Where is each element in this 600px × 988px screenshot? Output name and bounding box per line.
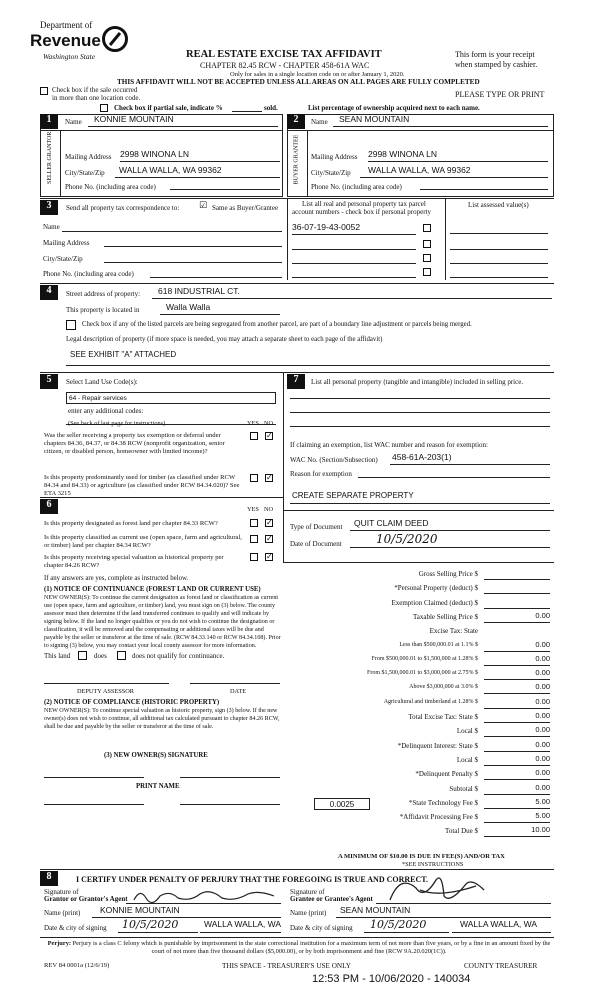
multi-location-label2: in more than one location code. xyxy=(52,94,141,102)
form-only-for: Only for sales in a single location code on or after January 1, 2020. xyxy=(230,71,405,78)
tax-row-label: Exemption Claimed (deduct) $ xyxy=(391,598,478,607)
section3-number: 3 xyxy=(40,200,58,215)
section7-bottom xyxy=(283,562,554,563)
perjury-text xyxy=(44,940,554,956)
county-treasurer: COUNTY TREASURER xyxy=(464,962,538,970)
parcel-4-checkbox[interactable] xyxy=(423,268,431,276)
reason-line xyxy=(358,477,550,478)
seller-mailing-field[interactable]: 2998 WINONA LN xyxy=(120,150,280,162)
s6-no-label: NO xyxy=(264,506,274,513)
section3-divider-1 xyxy=(287,198,288,280)
located-field[interactable]: Walla Walla xyxy=(160,303,280,315)
if-claiming-label: If claiming an exemption, list WAC number and reason for exemption: xyxy=(290,441,488,449)
multi-location-label1: Check box if the sale occurred xyxy=(52,86,138,94)
legal-line-2 xyxy=(66,365,550,366)
seller-side-divider xyxy=(60,130,61,197)
s6-q1-yes[interactable] xyxy=(250,519,258,527)
form-title: REAL ESTATE EXCISE TAX AFFIDAVIT xyxy=(186,49,382,60)
certify-text: I CERTIFY UNDER PENALTY OF PERJURY THAT THE FOREGOING IS TRUE AND CORRECT. xyxy=(76,875,429,884)
s7-divider xyxy=(283,510,554,511)
deputy-sig-line xyxy=(44,683,169,684)
tax-row-label: Local $ xyxy=(456,727,478,736)
date-doc-field[interactable]: 10/5/2020 xyxy=(350,533,550,548)
assessed-2-line xyxy=(450,249,548,250)
land-does-not-label: does not qualify for continuance. xyxy=(132,652,225,660)
section6-number: 6 xyxy=(40,499,58,514)
grantee-name-field[interactable]: SEAN MOUNTAIN xyxy=(336,906,551,918)
sig-grantee-label1: Signature of xyxy=(290,888,325,896)
partial-sale-checkbox[interactable] xyxy=(100,104,108,112)
s3-city-label: City/State/Zip xyxy=(43,255,83,263)
tax-row-label: Total Excise Tax: State $ xyxy=(408,713,478,721)
section8-number: 8 xyxy=(40,871,58,886)
tax-row-value[interactable] xyxy=(484,598,550,609)
receipt-line2: when stamped by cashier. xyxy=(455,60,538,69)
new-owner-sig-line-1 xyxy=(44,777,144,778)
sig-grantor-label1: Signature of xyxy=(44,888,79,896)
notice2-body: NEW OWNER(S): To continue special valuation as historic property, sign (3) below. If the new owner(s) does not wish to continue, all additional tax calculated pursuant to chapter 84.26 RCW, shall be due and payable by the seller or transferor at the time of sale. xyxy=(44,708,280,730)
seller-divider xyxy=(40,130,283,131)
reason-field[interactable]: CREATE SEPARATE PROPERTY xyxy=(292,491,414,500)
grantor-date-label: Date & city of signing xyxy=(44,924,107,932)
tax-row-value[interactable]: 10.00 xyxy=(484,826,550,837)
seller-mailing-label: Mailing Address xyxy=(65,153,112,161)
s5-q1-no[interactable]: ✓ xyxy=(266,431,273,440)
print-name-line-2 xyxy=(180,804,280,805)
print-name-line-1 xyxy=(44,804,144,805)
list-percentage: List percentage of ownership acquired next to each name. xyxy=(308,104,480,112)
tax-row-label: Agricultural and timberland at 1.28% $ xyxy=(383,698,478,705)
multi-location-checkbox[interactable] xyxy=(40,87,48,95)
date-doc-label: Date of Document xyxy=(290,540,342,548)
wac-field[interactable]: 458-61A-203(1) xyxy=(390,453,550,465)
s6-question-2: Is this property classified as current use (open space, farm and agricultural, or timber) land per chapter 84.34 RCW? xyxy=(44,534,242,549)
dept-state: Washington State xyxy=(43,52,96,61)
section6-top xyxy=(40,497,283,498)
new-owner-sig-label: (3) NEW OWNER(S) SIGNATURE xyxy=(104,752,208,759)
form-chapter: CHAPTER 82.45 RCW - CHAPTER 458-61A WAC xyxy=(200,61,370,70)
minimum-due: A MINIMUM OF $10.00 IS DUE IN FEE(S) AND/OR TAX xyxy=(338,853,505,860)
buyer-city-field[interactable]: WALLA WALLA, WA 99362 xyxy=(360,166,548,178)
new-owner-sig-line-2 xyxy=(180,777,280,778)
section4-number: 4 xyxy=(40,285,58,300)
send-correspondence-label: Send all property tax correspondence to: xyxy=(66,204,180,212)
tax-row-value[interactable]: 5.00 xyxy=(484,798,550,809)
tax-row-value[interactable]: 0.00 xyxy=(484,741,550,752)
tax-row-label: *Personal Property (deduct) $ xyxy=(394,584,478,593)
same-as-buyer-label: Same as Buyer/Grantee xyxy=(212,204,279,212)
tax-row-value[interactable]: 0.00 xyxy=(484,784,550,795)
tax-row-value[interactable]: 0.00 xyxy=(484,655,550,666)
notice1-body: NEW OWNER(S): To continue the current designation as forest land or classification as current use (open space, farm and agriculture, or timber) land, you must sign on (3) below. The county assessor must then determine if the land transferred continues to qualify and will indicate by signing below. If the land no longer qualifies or you do not wish to continue the designation or classification, it will be removed and the compensating or additional taxes will be due and payable by the seller or transferor at the time of sale. (RCW 84.33.140 or RCW 84.34.108). Prior to signing (3) below, you may contact your local county assessor for more information. xyxy=(44,595,281,649)
parcel-4-line xyxy=(292,277,416,278)
s6-question-1: Is this property designated as forest land per chapter 84.33 RCW? xyxy=(44,520,218,527)
seller-side-label: SELLER GRANTOR xyxy=(47,131,53,184)
grantee-date-label: Date & city of signing xyxy=(290,924,353,932)
tax-row-label: From $500,000.01 to $1,500,000 at 1.28% $ xyxy=(371,655,478,662)
section5-top xyxy=(40,372,554,373)
additional-codes-label: enter any additional codes: xyxy=(68,407,144,415)
select-land-use-label: Select Land Use Code(s): xyxy=(66,378,138,386)
segregated-checkbox[interactable] xyxy=(66,320,76,330)
type-doc-label: Type of Document xyxy=(290,523,343,531)
section5-7-divider xyxy=(283,372,284,542)
see-back-label: (See back of last page for instructions) xyxy=(68,420,166,427)
tax-row-label: Local $ xyxy=(456,755,478,764)
tax-row-value[interactable]: 0.00 xyxy=(484,726,550,737)
legal-desc-label: Legal description of property (if more space is needed, you may attach a separate sheet to each page of the affidavit) xyxy=(66,336,383,343)
notice2-title: (2) NOTICE OF COMPLIANCE (HISTORIC PROPERTY) xyxy=(44,699,220,706)
land-does-not-checkbox[interactable] xyxy=(117,651,126,660)
tax-row-value[interactable]: 0.00 xyxy=(484,698,550,709)
buyer-name-field[interactable]: SEAN MOUNTAIN xyxy=(333,115,548,127)
s6-q2-yes[interactable] xyxy=(250,535,258,543)
recording-stamp: 12:53 PM - 10/06/2020 - 140034 xyxy=(312,973,471,985)
dept-logo-text: Revenue xyxy=(30,31,101,50)
deputy-label: DEPUTY ASSESSOR xyxy=(77,688,134,695)
local-rate-field[interactable]: 0.0025 xyxy=(314,798,370,810)
buyer-phone-field[interactable] xyxy=(420,180,548,190)
buyer-city-label: City/State/Zip xyxy=(311,169,351,177)
buyer-phone-label: Phone No. (including area code) xyxy=(311,183,402,191)
type-doc-field[interactable]: QUIT CLAIM DEED xyxy=(350,519,550,531)
legal-desc-field[interactable]: SEE EXHIBIT "A" ATTACHED xyxy=(70,350,177,359)
same-as-buyer-checkbox[interactable]: ☑ xyxy=(199,201,208,211)
tax-row-label: *State Technology Fee $ xyxy=(408,798,478,807)
s6-q3-yes[interactable] xyxy=(250,553,258,561)
tax-row-value[interactable] xyxy=(484,583,550,594)
reason-line-2 xyxy=(290,503,550,504)
grantee-city-field[interactable]: WALLA WALLA, WA xyxy=(452,920,551,933)
tax-row-label: Taxable Selling Price $ xyxy=(412,612,478,621)
s6-yes-label: YES xyxy=(247,506,259,513)
print-name-label: PRINT NAME xyxy=(136,783,180,790)
seller-city-label: City/State/Zip xyxy=(65,169,105,177)
s3-city-line xyxy=(104,262,282,263)
perjury-bold: Perjury: xyxy=(47,940,72,947)
parcel-3-checkbox[interactable] xyxy=(423,254,431,262)
parcel-3-line xyxy=(292,263,416,264)
section5-number: 5 xyxy=(40,374,58,389)
tax-row-label: *Affidavit Processing Fee $ xyxy=(399,813,478,822)
grantee-signature[interactable] xyxy=(380,870,490,908)
this-land-label: This land xyxy=(44,652,71,660)
land-use-select[interactable]: 64 - Repair services xyxy=(66,392,276,404)
list-personal-label: List all personal property (tangible and intangible) included in selling price. xyxy=(311,378,524,386)
parcel-number-1[interactable]: 36-07-19-43-0052 xyxy=(292,223,416,235)
s3-phone-label: Phone No. (including area code) xyxy=(43,270,134,278)
grantor-signature[interactable] xyxy=(130,886,280,904)
tax-row-label: Less than $500,000.01 at 1.1% $ xyxy=(399,641,478,648)
buyer-mailing-field[interactable]: 2998 WINONA LN xyxy=(368,150,548,162)
section3-top xyxy=(40,198,554,199)
buyer-side-label: BUYER GRANTEE xyxy=(293,134,300,185)
revenue-logo-icon xyxy=(102,26,128,52)
street-label: Street address of property: xyxy=(66,290,141,298)
buyer-divider xyxy=(287,130,554,131)
assessed-1-line xyxy=(450,233,548,234)
s3-mailing-line xyxy=(104,246,282,247)
personal-line-1 xyxy=(290,398,550,399)
segregated-label: Check box if any of the listed parcels are being segregated from another parcel, are part of a boundary line adjustment or parcels being merged. xyxy=(82,321,472,328)
tax-row-label: Excise Tax: State xyxy=(429,627,478,636)
partial-sale-label: Check box if partial sale, indicate % xyxy=(114,104,223,112)
personal-line-2 xyxy=(290,412,550,413)
tax-row-value[interactable]: 0.00 xyxy=(484,712,550,723)
s5-q2-no[interactable]: ✓ xyxy=(266,473,273,482)
tax-row-value[interactable]: 5.00 xyxy=(484,812,550,823)
see-instructions: *SEE INSTRUCTIONS xyxy=(402,861,464,868)
type-or-print: PLEASE TYPE OR PRINT xyxy=(455,90,545,99)
section2-number: 2 xyxy=(287,114,305,129)
tax-row-value[interactable]: 0.00 xyxy=(484,755,550,766)
perjury-top xyxy=(40,937,554,938)
assessed-value-label: List assessed value(s) xyxy=(468,201,529,209)
located-label: This property is located in xyxy=(66,306,140,314)
sig-grantor-label2: Grantor or Grantor's Agent xyxy=(44,895,128,903)
tax-row-label: Gross Selling Price $ xyxy=(418,570,478,578)
buyer-name-label: Name xyxy=(311,118,328,126)
perjury-body: Perjury is a class C felony which is punishable by imprisonment in the state correctional institution for a maximum term of not more than five years, or by a fine in an amount fixed by the court of not more than five thousand dollars ($5,000.00), or by both imprisonment and fine (RCW 9A.20.020(1C)). xyxy=(72,940,551,955)
section1-number: 1 xyxy=(40,114,58,129)
buyer-mailing-label: Mailing Address xyxy=(311,153,358,161)
tax-row-value[interactable]: 0.00 xyxy=(484,641,550,652)
seller-phone-field[interactable] xyxy=(170,180,280,190)
tax-row-label: *Delinquent Penalty $ xyxy=(415,770,478,779)
s6-q3-no[interactable]: ✓ xyxy=(266,552,273,561)
deputy-date-line xyxy=(190,683,280,684)
grantor-name-label: Name (print) xyxy=(44,909,81,917)
seller-name-label: Name xyxy=(65,118,82,126)
list-parcels-label2: account numbers - check box if personal property xyxy=(292,208,431,216)
s3-phone-line xyxy=(150,277,282,278)
grantor-date-field[interactable]: 10/5/2020 xyxy=(118,919,198,933)
sig-grantee-label2: Grantee or Grantee's Agent xyxy=(290,895,373,903)
if-any-yes: If any answers are yes, complete as instructed below. xyxy=(44,575,189,582)
tax-row-value[interactable] xyxy=(484,569,550,580)
seller-name-field[interactable]: KONNIE MOUNTAIN xyxy=(88,115,278,127)
street-field[interactable]: 618 INDUSTRIAL CT. xyxy=(152,287,552,299)
grantor-name-field[interactable]: KONNIE MOUNTAIN xyxy=(92,906,281,918)
s5-q1-yes[interactable] xyxy=(250,432,258,440)
rev-number: REV 84 0001a (12/6/19) xyxy=(44,962,110,969)
buyer-side-divider xyxy=(307,130,308,197)
tax-row-label: Total Due $ xyxy=(445,827,478,836)
s6-q2-no[interactable]: ✓ xyxy=(266,534,273,543)
parcel-1-checkbox[interactable] xyxy=(423,224,431,232)
seller-city-field[interactable]: WALLA WALLA, WA 99362 xyxy=(115,166,280,178)
tax-row-label: From $1,500,000.01 to $3,000,000 at 2.75% $ xyxy=(367,670,478,677)
receipt-line1: This form is your receipt xyxy=(455,50,535,59)
tax-row-label: Above $3,000,000 at 3.0% $ xyxy=(409,684,478,691)
form-warning: THIS AFFIDAVIT WILL NOT BE ACCEPTED UNLESS ALL AREAS ON ALL PAGES ARE FULLY COMPLETED xyxy=(117,78,480,86)
list-parcels-label1: List all real and personal property tax parcel xyxy=(302,200,426,208)
s3-name-label: Name xyxy=(43,223,60,231)
s5-question-2: Is this property predominantly used for timber (as classified under RCW 84.34 and 84.33) or agriculture (as classified under RCW 84.34.020)? See ETA 3215 xyxy=(44,474,240,497)
seller-phone-label: Phone No. (including area code) xyxy=(65,183,156,191)
section4-top xyxy=(40,283,554,284)
tax-row-label: *Delinquent Interest: State $ xyxy=(397,741,478,750)
grantee-date-field[interactable]: 10/5/2020 xyxy=(364,919,449,933)
s6-q1-no[interactable]: ✓ xyxy=(266,518,273,527)
s3-name-line xyxy=(62,231,282,232)
assessed-4-line xyxy=(450,277,548,278)
date-label: DATE xyxy=(230,688,247,695)
personal-line-3 xyxy=(290,426,550,427)
partial-sale-percent[interactable] xyxy=(232,103,262,112)
treasurer-use: THIS SPACE - TREASURER'S USE ONLY xyxy=(222,962,351,970)
section7-number: 7 xyxy=(287,374,305,389)
s5-q2-yes[interactable] xyxy=(250,474,258,482)
s5-yes-label: YES xyxy=(247,420,259,427)
s5-question-1: Was the seller receiving a property tax exemption or deferral under chapters 84.36, 84.37, or 84.38 RCW (nonprofit organization, senior citizen, or disabled person, homeowner with limited income)? xyxy=(44,432,225,455)
tax-row-value[interactable]: 0.00 xyxy=(484,612,550,623)
land-does-label: does xyxy=(94,652,107,660)
assessed-3-line xyxy=(450,263,548,264)
wac-label: WAC No. (Section/Subsection) xyxy=(290,456,378,464)
partial-sale-sold: sold. xyxy=(264,104,278,112)
s5-no-label: NO xyxy=(264,420,274,427)
reason-label: Reason for exemption xyxy=(290,470,352,478)
s6-question-3: Is this property receiving special valuation as historical property per chapter 84.26 RCW? xyxy=(44,554,224,569)
section3-divider-2 xyxy=(445,198,446,280)
parcel-2-line xyxy=(292,249,416,250)
tax-row-value[interactable]: 0.00 xyxy=(484,669,550,680)
land-does-checkbox[interactable] xyxy=(78,651,87,660)
dept-line1: Department of xyxy=(40,20,93,30)
tax-row-value[interactable]: 0.00 xyxy=(484,683,550,694)
parcel-2-checkbox[interactable] xyxy=(423,240,431,248)
tax-row-label: Subtotal $ xyxy=(449,784,478,793)
grantee-name-label: Name (print) xyxy=(290,909,327,917)
grantor-city-field[interactable]: WALLA WALLA, WA xyxy=(200,920,281,933)
tax-row-value[interactable]: 0.00 xyxy=(484,769,550,780)
notice1-title: (1) NOTICE OF CONTINUANCE (FOREST LAND OR CURRENT USE) xyxy=(44,586,261,593)
s3-mailing-label: Mailing Address xyxy=(43,239,90,247)
section7-border-bottom xyxy=(283,542,284,562)
